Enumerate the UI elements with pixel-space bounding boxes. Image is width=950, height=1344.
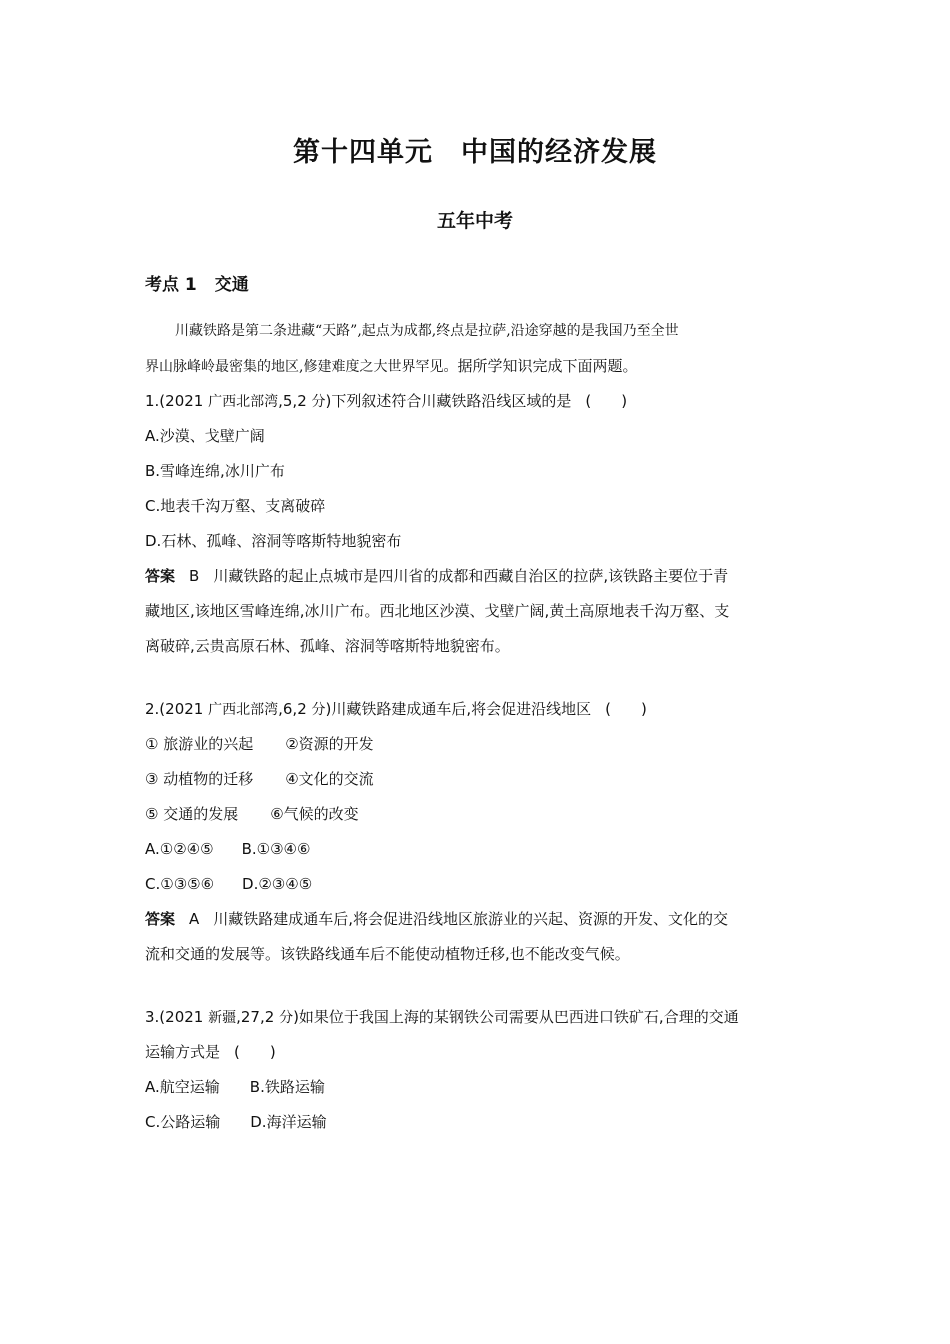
q3-meta: ,27,2 — [236, 1008, 275, 1026]
q2-unit: 分 — [311, 702, 326, 718]
q1-answer-key: B — [189, 567, 200, 585]
topic-heading — [145, 270, 810, 300]
q2-explain-1: 川藏铁路建成通车后,将会促进沿线地区旅游业的兴起、资源的开发、文化的交 — [213, 910, 729, 928]
q3-option-a: A.航空运输 — [145, 1078, 220, 1096]
q2-item-6: ⑥气候的改变 — [270, 805, 359, 823]
q2-options-row-2 — [145, 867, 810, 902]
q2-source: 广西北部湾 — [208, 702, 279, 718]
q1-answer-blank: ( ) — [585, 392, 628, 410]
document-body — [145, 270, 810, 1140]
q2-meta: ,6,2 — [278, 700, 307, 718]
q1-explain-2: 藏地区,该地区雪峰连绵,冰川广布。西北地区沙漠、戈壁广阔,黄土高原地表千沟万壑、支 — [145, 602, 730, 620]
q1-text: )下列叙述符合川藏铁路沿线区域的是 — [325, 392, 572, 410]
topic-label: 考点 1 — [145, 275, 197, 295]
q2-option-a: A.①②④⑤ — [145, 840, 214, 858]
q3-unit: 分 — [279, 1010, 294, 1026]
q3-stem-2 — [145, 1035, 810, 1070]
q3-option-d: D.海洋运输 — [250, 1113, 327, 1131]
q1-source: 广西北部湾 — [208, 394, 279, 410]
q3-stem — [145, 1000, 810, 1035]
q1-stem — [145, 384, 810, 419]
q2-option-b: B.①③④⑥ — [241, 840, 311, 858]
q2-answer-label: 答案 — [145, 910, 176, 928]
q2-answer-blank: ( ) — [605, 700, 647, 718]
intro-line-2a: 界山脉峰岭最密集的地区,修建难度之大世界罕见。 — [145, 359, 458, 375]
q1-option-d: D.石林、孤峰、溶洞等喀斯特地貌密布 — [145, 532, 402, 550]
q1-answer-label: 答案 — [145, 567, 176, 585]
q2-item-3: ③ 动植物的迁移 — [145, 770, 254, 788]
unit-title: 第十四单元 中国的经济发展 — [293, 137, 657, 168]
q1-option-a: A.沙漠、戈壁广阔 — [145, 427, 265, 445]
q1-explain-3: 离破碎,云贵高原石林、孤峰、溶洞等喀斯特地貌密布。 — [145, 637, 510, 655]
q2-number: 2.(2021 — [145, 700, 204, 718]
q2-item-4: ④文化的交流 — [285, 770, 374, 788]
q3-option-c: C.公路运输 — [145, 1113, 221, 1131]
q3-option-b: B.铁路运输 — [249, 1078, 325, 1096]
q2-items-row-3 — [145, 797, 810, 832]
q3-text: )如果位于我国上海的某钢铁公司需要从巴西进口铁矿石,合理的交通 — [293, 1008, 739, 1026]
q1-option-c: C.地表千沟万壑、支离破碎 — [145, 497, 326, 515]
q1-unit: 分 — [311, 394, 326, 410]
q2-item-1: ① 旅游业的兴起 — [145, 735, 254, 753]
q2-answer-key: A — [189, 910, 200, 928]
q1-number: 1.(2021 — [145, 392, 204, 410]
q2-items-row-1 — [145, 727, 810, 762]
intro-line-2 — [145, 349, 810, 384]
q2-item-2: ②资源的开发 — [285, 735, 374, 753]
q2-text: )川藏铁路建成通车后,将会促进沿线地区 — [325, 700, 592, 718]
q3-source: 新疆 — [208, 1010, 237, 1026]
q1-option-b: B.雪峰连绵,冰川广布 — [145, 462, 285, 480]
q1-meta: ,5,2 — [278, 392, 307, 410]
section-subtitle: 五年中考 — [436, 210, 513, 232]
q2-explain-2: 流和交通的发展等。该铁路线通车后不能使动植物迁移,也不能改变气候。 — [145, 945, 630, 963]
q1-answer — [145, 559, 810, 594]
q3-text-2: 运输方式是 — [145, 1043, 221, 1061]
intro-line-1: 川藏铁路是第二条进藏“天路”,起点为成都,终点是拉萨,沿途穿越的是我国乃至全世 — [175, 323, 679, 339]
q2-option-c: C.①③⑤⑥ — [145, 875, 215, 893]
q2-item-5: ⑤ 交通的发展 — [145, 805, 239, 823]
q1-explain-1: 川藏铁路的起止点城市是四川省的成都和西藏自治区的拉萨,该铁路主要位于青 — [213, 567, 729, 585]
q3-options-row-2 — [145, 1105, 810, 1140]
q2-stem — [145, 692, 810, 727]
q2-option-d: D.②③④⑤ — [242, 875, 313, 893]
q3-options-row-1 — [145, 1070, 810, 1105]
q2-answer — [145, 902, 810, 937]
q2-items-row-2 — [145, 762, 810, 797]
intro-line-2b: 据所学知识完成下面两题。 — [457, 357, 638, 375]
q3-number: 3.(2021 — [145, 1008, 204, 1026]
q2-options-row-1 — [145, 832, 810, 867]
topic-name: 交通 — [214, 275, 249, 295]
q3-answer-blank: ( ) — [234, 1043, 276, 1061]
